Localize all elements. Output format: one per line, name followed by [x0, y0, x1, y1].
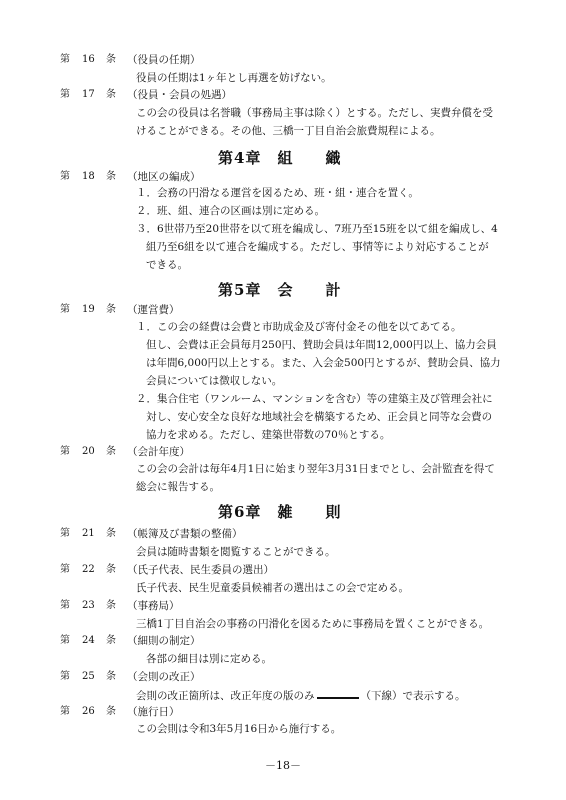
chapter-title: 雑 則 [277, 503, 342, 521]
article-item: ２．集合住宅（ワンルーム、マンションを含む）等の建築主及び管理会社に [136, 393, 493, 405]
article-body-pre: 会則の改正箇所は、改正年度の版のみ [136, 690, 315, 702]
underline-sample [317, 688, 359, 699]
article-body: 役員の任期は1ヶ年とし再選を妨げない。 [136, 72, 332, 84]
article-title: （事務局） [127, 600, 180, 612]
article-number: 22 [82, 564, 95, 575]
article-item: 但し、会費は正会員毎月250円、賛助会員は年間12,000円以上、協力会員 [146, 339, 497, 351]
article-dai: 第 [60, 54, 70, 65]
chapter-heading [218, 148, 341, 168]
article-body: この会則は令和3年5月16日から施行する。 [136, 723, 342, 735]
article-body [136, 688, 466, 703]
article-title: （氏子代表、民生委員の選出） [127, 564, 274, 576]
article-item: １．会務の円滑なる運営を図るため、班・組・連合を置く。 [136, 187, 419, 199]
article-number: 25 [82, 671, 95, 682]
article-number: 24 [82, 635, 95, 646]
article-item: ２．班、組、連合の区画は別に定める。 [136, 205, 325, 217]
article-jo: 条 [106, 600, 116, 611]
article-item: 組乃至6組を以て連合を編成する。ただし、事情等により対応することが [146, 241, 489, 253]
article-body: 三橋1丁目自治会の事務の円滑化を図るために事務局を置くことができる。 [136, 618, 490, 630]
article-title: （会則の改正） [127, 671, 201, 683]
article-jo: 条 [106, 446, 116, 457]
article-item: 協力を求める。ただし、建築世帯数の70％とする。 [146, 429, 391, 441]
article-body: けることができる。その他、三橋一丁目自治会旅費規程による。 [136, 125, 441, 137]
chapter-label: 第4章 [218, 149, 262, 167]
article-jo: 条 [106, 54, 116, 65]
article-item: 対し、安心安全な良好な地域社会を構築するため、正会員と同等な会費の [146, 411, 493, 423]
article-number: 16 [82, 54, 95, 65]
article-title: （施行日） [127, 706, 180, 718]
article-title: （役員・会員の処遇） [127, 89, 232, 101]
article-dai: 第 [60, 171, 70, 182]
article-dai: 第 [60, 528, 70, 539]
article-number: 21 [82, 528, 95, 539]
article-dai: 第 [60, 89, 70, 100]
chapter-heading [218, 280, 341, 300]
article-title: （帳簿及び書類の整備） [127, 528, 243, 540]
article-dai: 第 [60, 706, 70, 717]
article-jo: 条 [106, 671, 116, 682]
article-item: 会員については徴収しない。 [146, 375, 283, 387]
article-dai: 第 [60, 671, 70, 682]
article-dai: 第 [60, 635, 70, 646]
article-jo: 条 [106, 706, 116, 717]
article-item: できる。 [146, 259, 188, 271]
article-item: ３．6世帯乃至20世帯を以て班を編成し、7班乃至15班を以て組を編成し、4 [136, 223, 498, 235]
article-title: （地区の編成） [127, 171, 201, 183]
article-item: １．この会の経費は会費と市助成金及び寄付金その他を以てあてる。 [136, 321, 462, 333]
article-dai: 第 [60, 304, 70, 315]
article-body-post: （下線）で表示する。 [360, 690, 466, 702]
article-dai: 第 [60, 564, 70, 575]
article-jo: 条 [106, 564, 116, 575]
article-jo: 条 [106, 528, 116, 539]
article-dai: 第 [60, 446, 70, 457]
article-number: 19 [82, 304, 95, 315]
article-body: 総会に報告する。 [136, 481, 220, 493]
article-body: この会の会計は毎年4月1日に始まり翌年3月31日までとし、会計監査を得て [136, 463, 495, 475]
article-number: 17 [82, 89, 95, 100]
chapter-label: 第6章 [218, 503, 262, 521]
article-number: 20 [82, 446, 95, 457]
article-dai: 第 [60, 600, 70, 611]
chapter-title: 会 計 [277, 281, 342, 299]
article-body: 氏子代表、民生児童委員候補者の選出はこの会で定める。 [136, 582, 409, 594]
chapter-label: 第5章 [218, 281, 262, 299]
chapter-heading [218, 502, 341, 522]
article-item: は年間6,000円以上とする。また、入会金500円とするが、賛助会員、協力 [146, 357, 501, 369]
article-number: 23 [82, 600, 95, 611]
article-title: （運営費） [127, 304, 180, 316]
article-body: この会の役員は名誉職（事務局主事は除く）とする。ただし、実費弁償を受 [136, 107, 493, 119]
article-title: （会計年度） [127, 446, 190, 458]
article-number: 26 [82, 706, 95, 717]
page-number: －18－ [265, 759, 301, 772]
chapter-title: 組 織 [277, 149, 342, 167]
article-body: 会員は随時書類を閲覧することができる。 [136, 546, 336, 558]
article-jo: 条 [106, 304, 116, 315]
article-title: （役員の任期） [127, 54, 201, 66]
article-number: 18 [82, 171, 95, 182]
article-title: （細則の制定） [127, 635, 201, 647]
article-body: 各部の細目は別に定める。 [146, 653, 272, 665]
article-jo: 条 [106, 635, 116, 646]
article-jo: 条 [106, 171, 116, 182]
article-jo: 条 [106, 89, 116, 100]
